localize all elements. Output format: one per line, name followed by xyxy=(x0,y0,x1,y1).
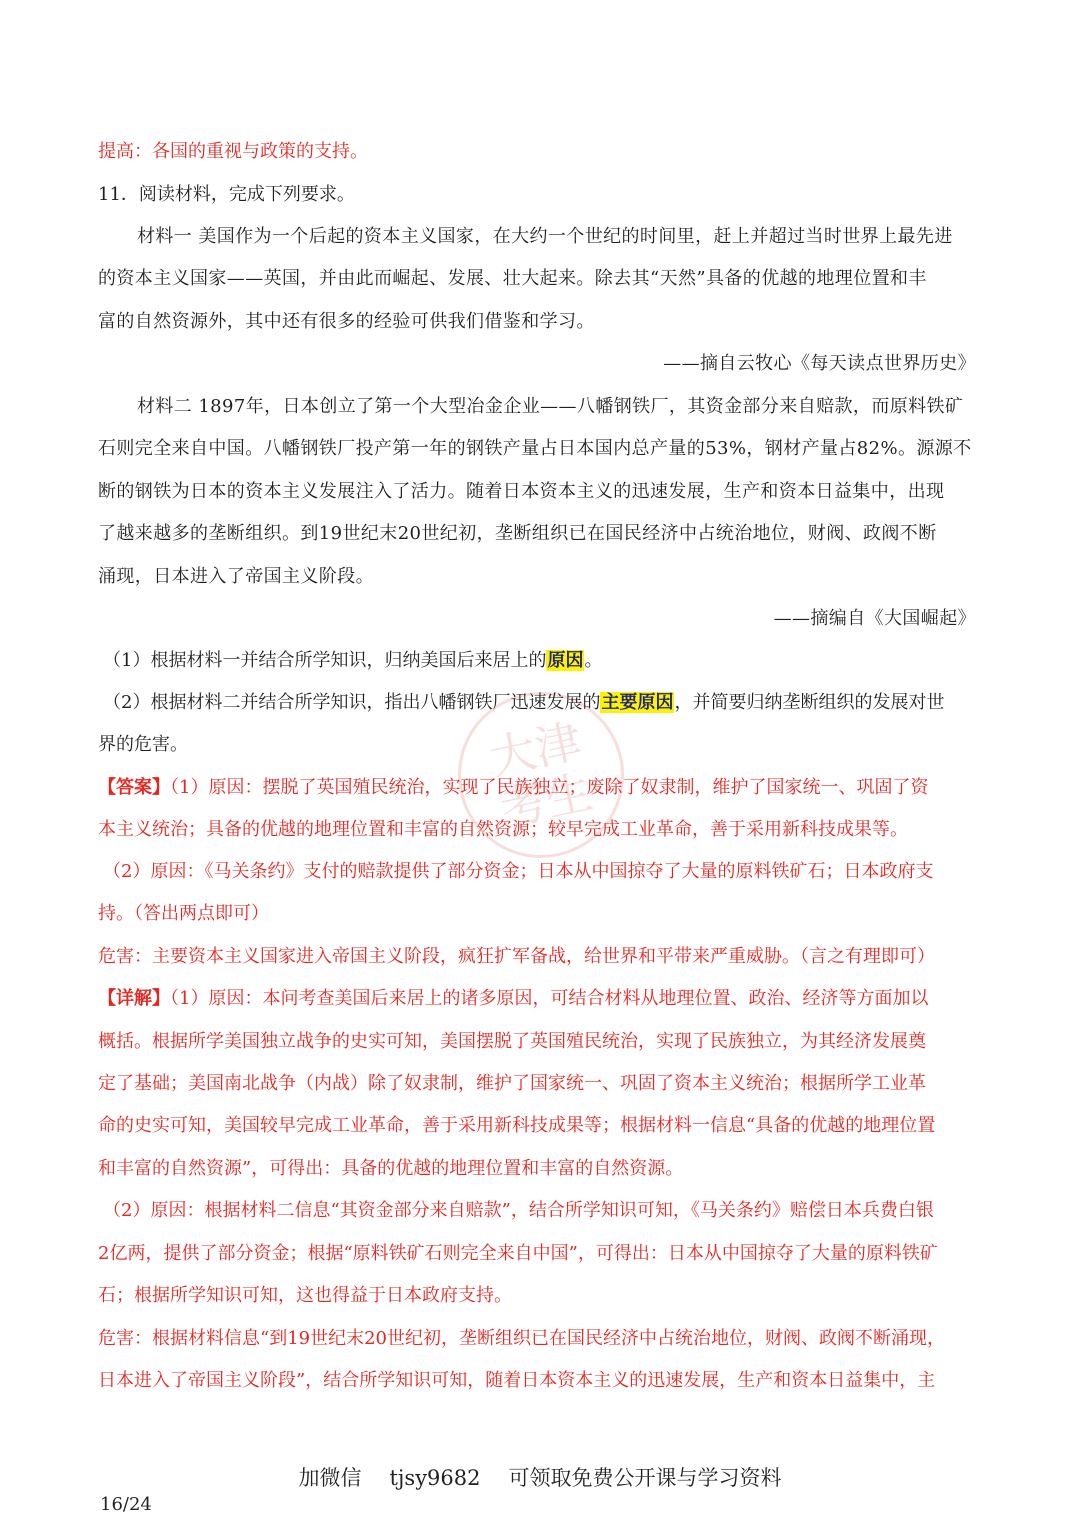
material-1-line: 材料一 美国作为一个后起的资本主义国家，在大约一个世纪的时间里，赶上并超过当时世界上最先进 xyxy=(137,226,953,247)
detail-line: 2亿两，提供了部分资金；根据“原料铁矿石则完全来自中国”，可得出：日本从中国掠夺了大量的原料铁矿 xyxy=(98,1243,938,1264)
watermark-bottom: 考生 xyxy=(495,764,598,837)
answer-line xyxy=(98,776,928,800)
answer-line: 持。（答出两点即可） xyxy=(98,903,269,924)
detail-line xyxy=(98,987,928,1011)
question-1-highlight: 原因 xyxy=(547,650,584,671)
footer-promo xyxy=(0,1462,1080,1492)
answer-tag: 【答案】 xyxy=(98,777,170,798)
detail-text: （1）原因：本问考查美国后来居上的诸多原因，可结合材料从地理位置、政治、经济等方面加以 xyxy=(170,988,929,1009)
answer-line: 危害：主要资本主义国家进入帝国主义阶段，疯狂扩军备战，给世界和平带来严重威胁。（言之有理即可） xyxy=(98,946,935,967)
material-2-line: 材料二 1897年，日本创立了第一个大型冶金企业——八幡钢铁厂，其资金部分来自赔款，而原料铁矿 xyxy=(137,396,964,417)
footer-text-a: 加微信 xyxy=(298,1466,362,1490)
page-number: 16/24 xyxy=(100,1494,152,1515)
material-1-line: 富的自然资源外，其中还有很多的经验可供我们借鉴和学习。 xyxy=(98,311,595,332)
footer-wechat-id: tjsy9682 xyxy=(389,1466,481,1490)
material-1-source: ——摘自云牧心《每天读点世界历史》 xyxy=(663,353,976,374)
detail-line: 日本进入了帝国主义阶段”，结合所学知识可知，随着日本资本主义的迅速发展，生产和资本日益集中，主 xyxy=(98,1370,936,1391)
footer-text-c: 可领取免费公开课与学习资料 xyxy=(508,1466,782,1490)
detail-line: 和丰富的自然资源”，可得出：具备的优越的地理位置和丰富的自然资源。 xyxy=(98,1158,684,1179)
detail-line: 概括。根据所学美国独立战争的史实可知，美国摆脱了英国殖民统治，实现了民族独立，为其经济发展奠 xyxy=(98,1031,926,1052)
answer-continuation: 提高：各国的重视与政策的支持。 xyxy=(98,141,368,162)
question-1-text: （1）根据材料一并结合所学知识，归纳美国后来居上的 xyxy=(103,650,547,671)
question-title: 11．阅读材料，完成下列要求。 xyxy=(98,184,355,205)
answer-text: （1）原因：摆脱了英国殖民统治，实现了民族独立；废除了奴隶制，维护了国家统一、巩固了资 xyxy=(170,777,929,798)
material-2-source: ——摘编自《大国崛起》 xyxy=(773,608,976,629)
detail-line: （2）原因：根据材料二信息“其资金部分来自赔款”，结合所学知识可知，《马关条约》赔偿日本兵费白银 xyxy=(103,1200,934,1221)
question-2-end: ，并简要归纳垄断组织的发展对世 xyxy=(674,692,945,713)
material-2-line: 涌现，日本进入了帝国主义阶段。 xyxy=(98,566,374,587)
detail-line: 危害：根据材料信息“到19世纪末20世纪初，垄断组织已在国民经济中占统治地位，财阀、政阀不断涌现， xyxy=(98,1328,946,1349)
material-2-line: 石则完全来自中国。八幡钢铁厂投产第一年的钢铁产量占日本国内总产量的53%，钢材产量占82%。源源不 xyxy=(98,438,972,459)
material-1-line: 的资本主义国家——英国，并由此而崛起、发展、壮大起来。除去其“天然”具备的优越的地理位置和丰 xyxy=(98,268,927,289)
question-2-line2: 界的危害。 xyxy=(98,734,188,755)
detail-tag: 【详解】 xyxy=(98,988,170,1009)
material-2-line: 断的钢铁为日本的资本主义发展注入了活力。随着日本资本主义的迅速发展，生产和资本日益集中，出现 xyxy=(98,481,945,502)
detail-line: 命的史实可知，美国较早完成工业革命，善于采用新科技成果等；根据材料一信息“具备的优越的地理位置 xyxy=(98,1115,936,1136)
watermark-top: 大津 xyxy=(484,713,587,786)
question-2-text: （2）根据材料二并结合所学知识，指出八幡钢铁厂迅速发展的 xyxy=(103,692,601,713)
detail-line: 定了基础；美国南北战争（内战）除了奴隶制，维护了国家统一、巩固了资本主义统治；根据所学工业革 xyxy=(98,1073,926,1094)
question-2-highlight: 主要原因 xyxy=(601,692,674,713)
question-1 xyxy=(103,649,602,673)
material-2-line: 了越来越多的垄断组织。到19世纪末20世纪初，垄断组织已在国民经济中占统治地位，财阀、政阀不断 xyxy=(98,523,937,544)
answer-line: （2）原因：《马关条约》支付的赔款提供了部分资金；日本从中国掠夺了大量的原料铁矿石；日本政府支 xyxy=(103,861,934,882)
question-1-end: 。 xyxy=(584,650,603,671)
detail-line: 石；根据所学知识可知，这也得益于日本政府支持。 xyxy=(98,1285,512,1306)
answer-line: 本主义统治；具备的优越的地理位置和丰富的自然资源；较早完成工业革命，善于采用新科技成果等。 xyxy=(98,819,908,840)
